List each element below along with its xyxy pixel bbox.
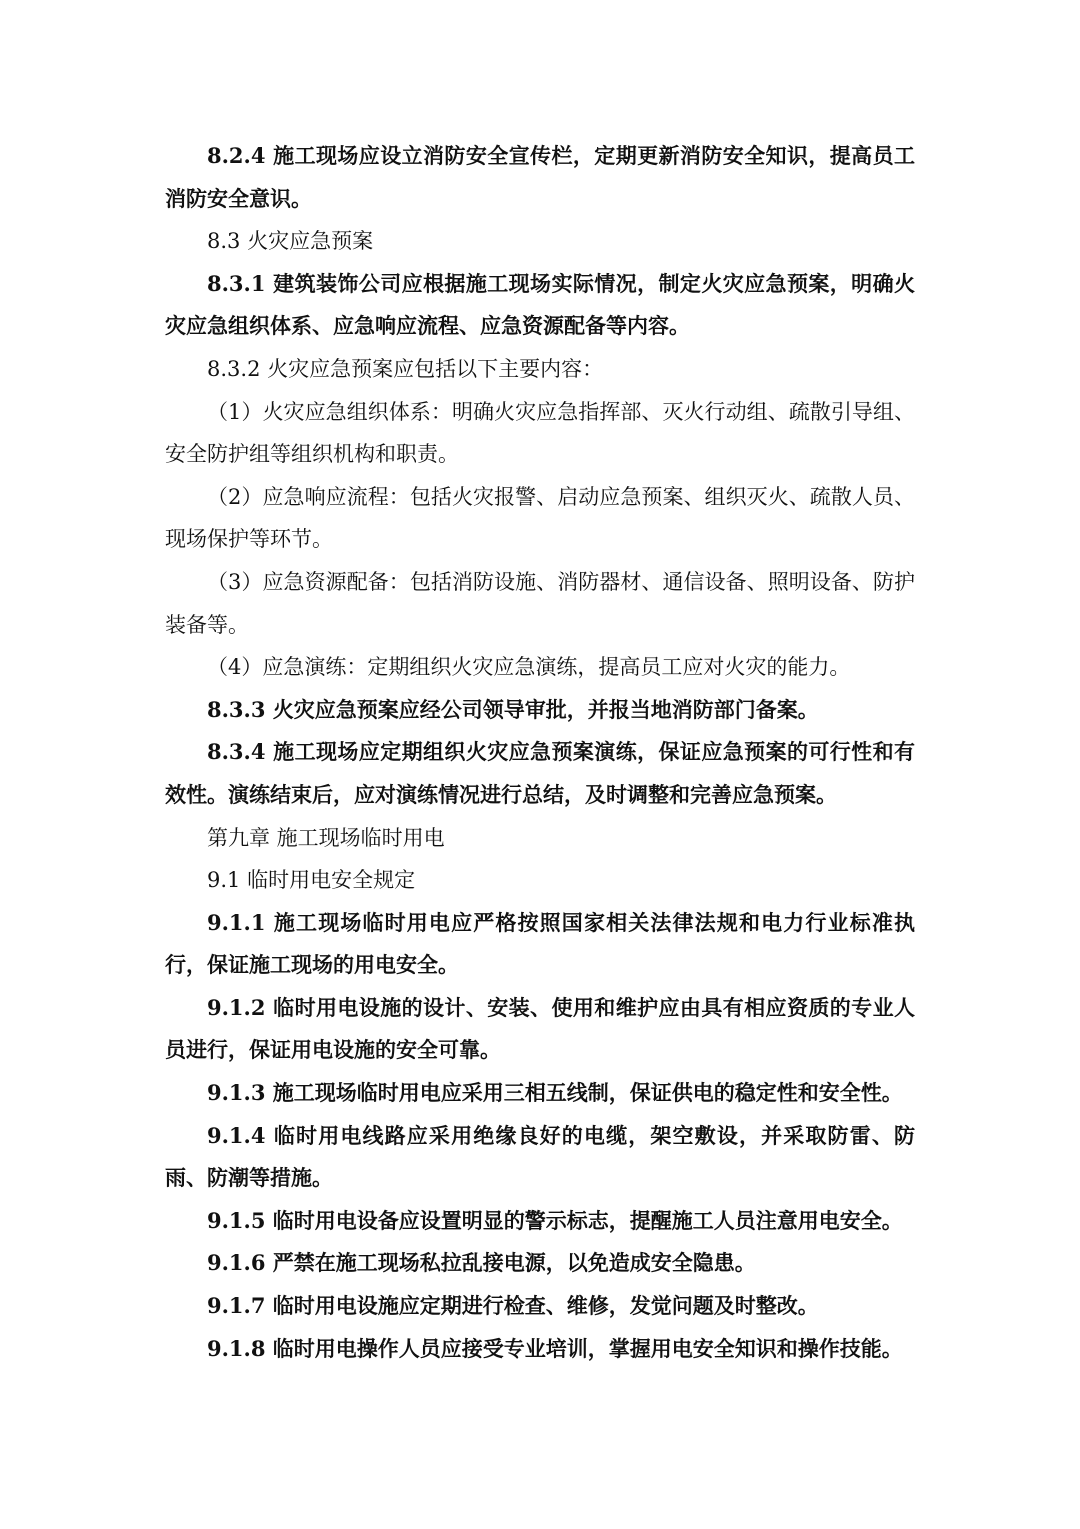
heading-9-1: 9.1 临时用电安全规定 — [207, 868, 416, 893]
paragraph-9-1-1: 9.1.1 施工现场临时用电应严格按照国家相关法律法规和电力行业标准执行，保证施工现场的用电安全。 — [165, 909, 915, 978]
document-body — [165, 135, 915, 1370]
paragraph-9-1-3: 9.1.3 施工现场临时用电应采用三相五线制，保证供电的稳定性和安全性。 — [207, 1080, 903, 1106]
paragraph-8-2-4: 8.2.4 施工现场应设立消防安全宣传栏，定期更新消防安全知识，提高员工消防安全意识。 — [165, 143, 915, 211]
paragraph-9-1-6: 9.1.6 严禁在施工现场私拉乱接电源，以免造成安全隐患。 — [207, 1250, 756, 1276]
paragraph-8-3-1: 8.3.1 建筑装饰公司应根据施工现场实际情况，制定火灾应急预案，明确火灾应急组织体系、应急响应流程、应急资源配备等内容。 — [165, 270, 915, 339]
paragraph-9-1-7: 9.1.7 临时用电设施应定期进行检查、维修，发觉问题及时整改。 — [207, 1293, 819, 1319]
paragraph-9-1-8: 9.1.8 临时用电操作人员应接受专业培训，掌握用电安全知识和操作技能。 — [207, 1335, 903, 1361]
paragraph-9-1-5: 9.1.5 临时用电设备应设置明显的警示标志，提醒施工人员注意用电安全。 — [207, 1207, 903, 1233]
paragraph-8-3-2: 8.3.2 火灾应急预案应包括以下主要内容： — [207, 356, 604, 381]
list-item-2: （2）应急响应流程：包括火灾报警、启动应急预案、组织灭火、疏散人员、现场保护等环节。 — [165, 484, 915, 552]
paragraph-9-1-4: 9.1.4 临时用电线路应采用绝缘良好的电缆，架空敷设，并采取防雷、防雨、防潮等措施。 — [165, 1122, 915, 1191]
chapter-9-heading: 第九章 施工现场临时用电 — [207, 825, 445, 850]
paragraph-8-3-3: 8.3.3 火灾应急预案应经公司领导审批，并报当地消防部门备案。 — [207, 696, 819, 722]
list-item-1: （1）火灾应急组织体系：明确火灾应急指挥部、灭火行动组、疏散引导组、安全防护组等组织机构和职责。 — [165, 399, 915, 467]
list-item-3: （3）应急资源配备：包括消防设施、消防器材、通信设备、照明设备、防护装备等。 — [165, 569, 915, 637]
list-item-4: （4）应急演练：定期组织火灾应急演练，提高员工应对火灾的能力。 — [207, 655, 851, 680]
heading-8-3: 8.3 火灾应急预案 — [207, 229, 374, 254]
paragraph-9-1-2: 9.1.2 临时用电设施的设计、安装、使用和维护应由具有相应资质的专业人员进行，保证用电设施的安全可靠。 — [165, 994, 915, 1063]
paragraph-8-3-4: 8.3.4 施工现场应定期组织火灾应急预案演练，保证应急预案的可行性和有效性。演练结束后，应对演练情况进行总结，及时调整和完善应急预案。 — [165, 739, 915, 807]
